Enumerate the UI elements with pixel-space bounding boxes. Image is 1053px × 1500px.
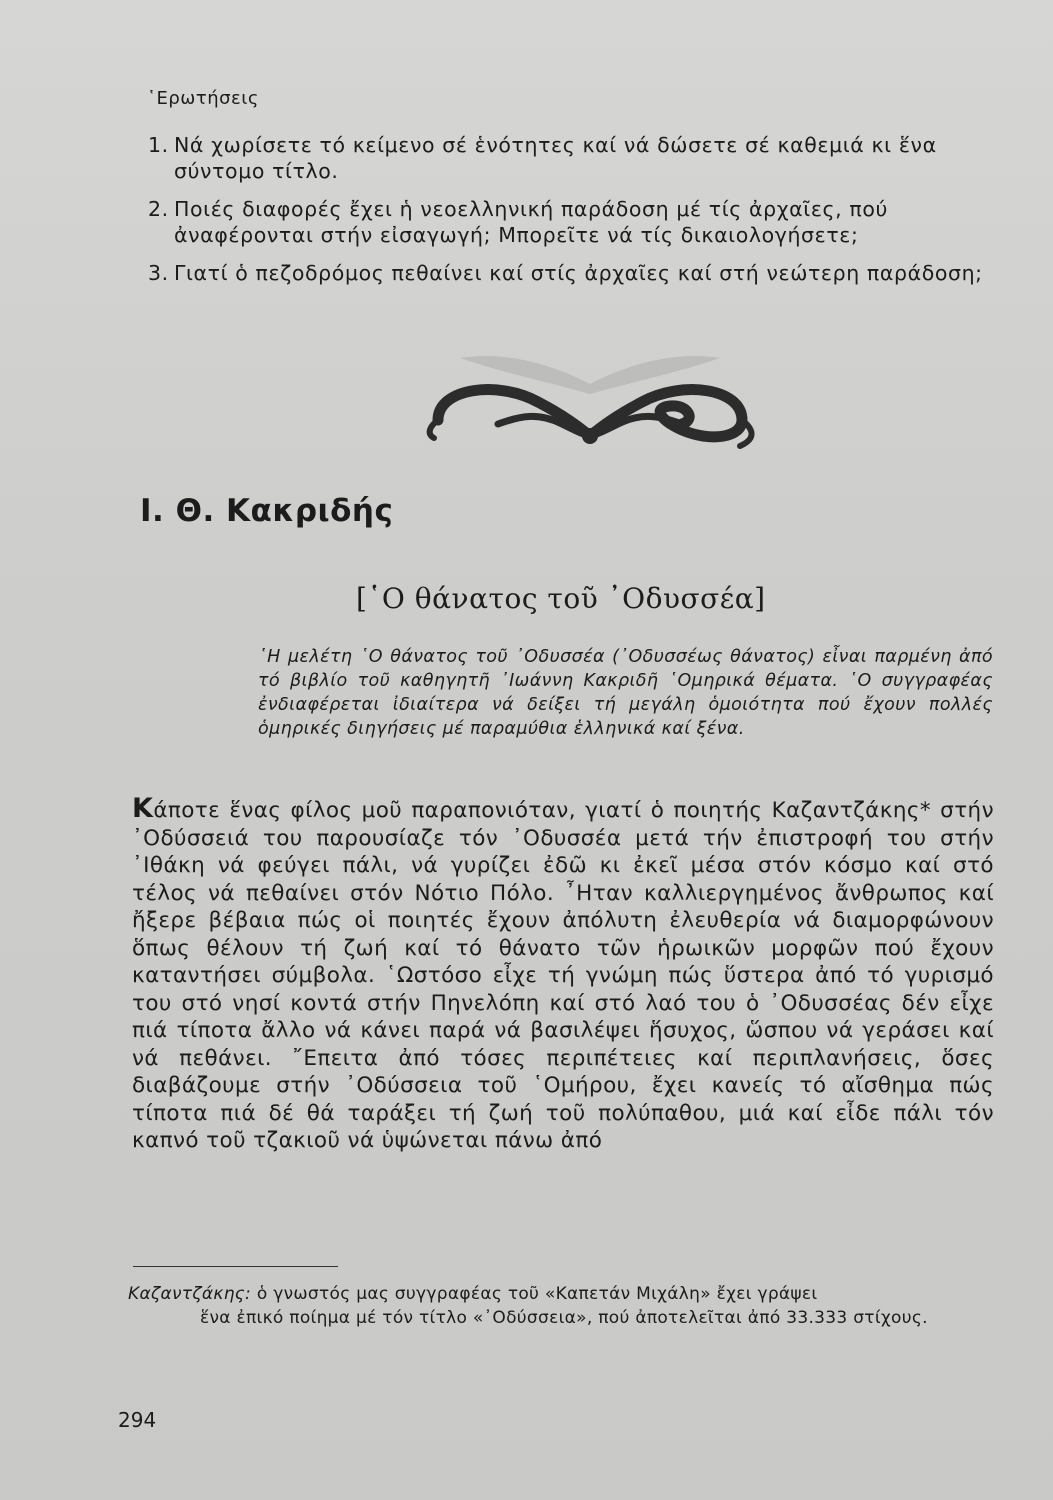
page-number: 294 [118, 1408, 157, 1432]
questions-list [148, 132, 993, 298]
author-name: Ι. Θ. Κακριδής [140, 493, 394, 529]
ornament-icon [420, 350, 760, 460]
bleed-through [150, 95, 1023, 133]
question-text: Νά χωρίσετε τό κείμενο σέ ἑνότητες καί νά δώσετε σέ καθεμιά κι ἕνα σύντομο τίτλο. [174, 133, 937, 183]
intro-paragraph: ῾Η μελέτη ῾Ο θάνατος τοῦ ᾿Οδυσσέα (᾿Οδυσσέως θάνατος) εἶναι παρμένη ἀπό τό βιβλίο τοῦ καθηγητῆ ᾿Ιωάννη Κακριδῆ ῾Ομηρικά θέματα. ῾Ο συγγραφέας ἐνδιαφέρεται ἰδιαίτερα νά δείξει τή μεγάλη ὁμοιότητα πού ἔχουν πολλές ὁμηρικές διηγήσεις μέ παραμύθια ἑλληνικά καί ξένα. [258, 647, 993, 739]
question-number: 1. [148, 133, 169, 157]
question-text: Γιατί ὁ πεζοδρόμος πεθαίνει καί στίς ἀρχαῖες καί στή νεώτερη παράδοση; [174, 261, 983, 285]
question-number: 2. [148, 197, 169, 221]
questions-heading: ῾Ερωτήσεις [147, 88, 259, 109]
body-paragraph [132, 795, 994, 1155]
footnote-term: Καζαντζάκης: [128, 1284, 252, 1304]
question-item [148, 260, 993, 286]
section-title: [῾Ο θάνατος τοῦ ᾿Οδυσσέα] [356, 582, 766, 615]
question-text: Ποιές διαφορές ἔχει ἡ νεοελληνική παράδοση μέ τίς ἀρχαῖες, πού ἀναφέρονται στήν εἰσαγωγή; Μπορεῖτε νά τίς δικαιολογήσετε; [174, 197, 888, 247]
footnote-text-continued: ἕνα ἐπικό ποίημα μέ τόν τίτλο «᾿Οδύσσεια», πού ἀποτελεῖται ἀπό 33.333 στίχους. [200, 1308, 928, 1328]
body-text: άποτε ἕνας φίλος μοῦ παραπονιόταν, γιατί ὁ ποιητής Καζαντζάκης* στήν ᾿Οδύσσειά του παρουσίαζε τόν ᾿Οδυσσέα μετά τήν ἐπιστροφή του στήν ᾿Ιθάκη νά φεύγει πάλι, νά γυρίζει ἐδῶ κι ἐκεῖ μέσα στόν κόσμο καί στό τέλος νά πεθαίνει στόν Νότιο Πόλο. ῏Ηταν καλλιεργημένος ἄνθρωπος καί ἤξερε βέβαια πώς οἱ ποιητές ἔχουν ἀπόλυτη ἐλευθερία νά διαμορφώνουν ὅπως θέλουν τή ζωή καί τό θάνατο τῶν ἡρωικῶν μορφῶν πού ἔχουν καταντήσει σύμβολα. ῾Ωστόσο εἶχε τή γνώμη πώς ὕστερα ἀπό τό γυρισμό του στό νησί κοντά στήν Πηνελόπη καί στό λαό του ὁ ᾿Οδυσσέας δέν εἶχε πιά τίποτα ἄλλο νά κάνει παρά νά βασιλέψει ἥσυχος, ὥσπου νά γεράσει καί νά πεθάνει. ῎Επειτα ἀπό τόσες περιπέτειες καί περιπλανήσεις, ὅσες διαβάζουμε στήν ᾿Οδύσσεια τοῦ ῾Ομήρου, ἔχει κανείς τό αἴσθημα πώς τίποτα πιά δέ θά ταράξει τή ζωή τοῦ πολύπαθου, μιά καί εἶδε πάλι τόν καπνό τοῦ τζακιοῦ νά ὑψώνεται πάνω ἀπό [132, 798, 994, 1153]
footnote-text: ὁ γνωστός μας συγγραφέας τοῦ «Καπετάν Μιχάλη» ἔχει γράψει [256, 1284, 818, 1304]
question-number: 3. [148, 261, 169, 285]
question-item [148, 196, 993, 248]
footnote [128, 1282, 978, 1330]
question-item [148, 132, 993, 184]
drop-cap: Κ [132, 793, 154, 824]
footnote-rule [133, 1266, 338, 1267]
